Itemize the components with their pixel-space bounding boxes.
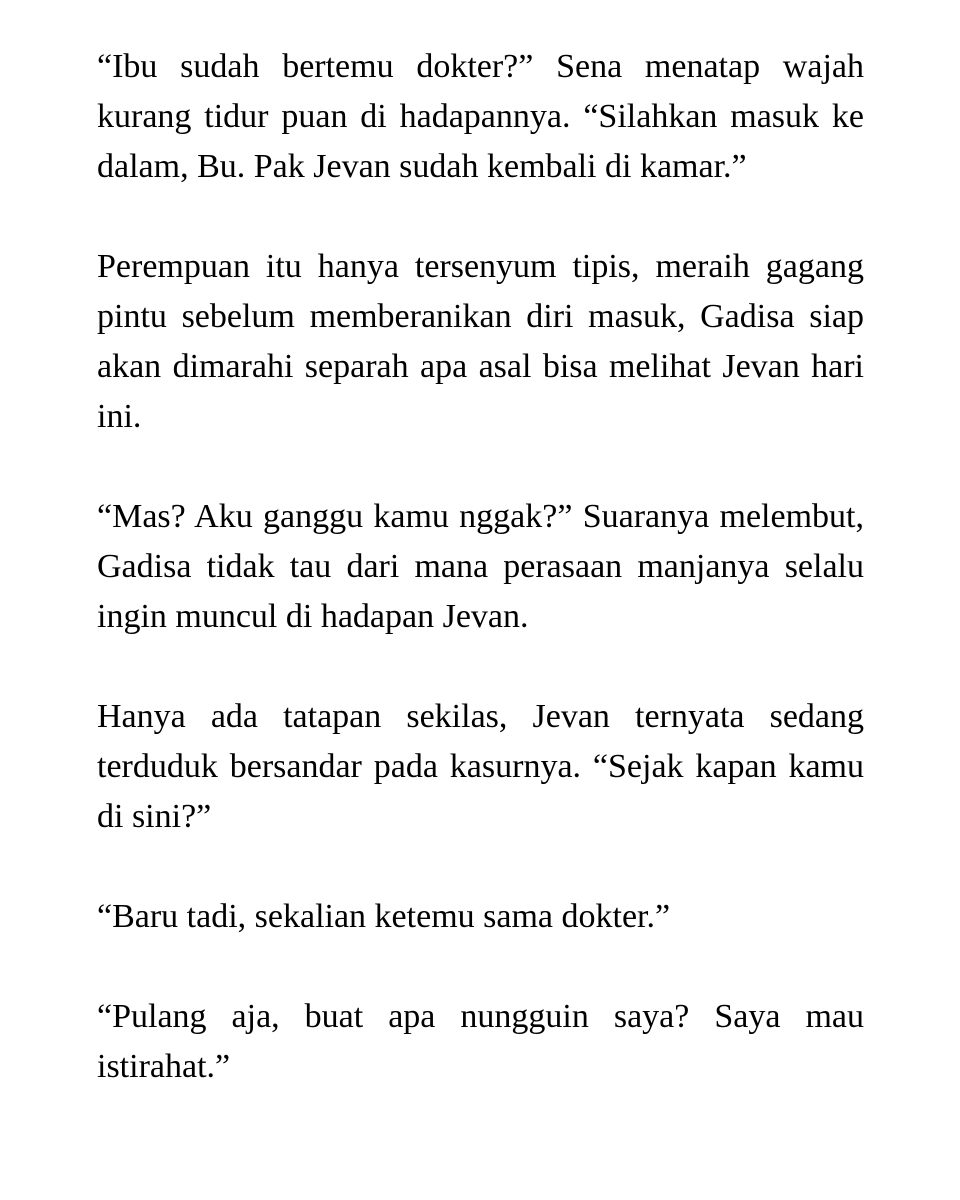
paragraph-3: “Mas? Aku ganggu kamu nggak?” Suaranya melembut, Gadisa tidak tau dari mana perasaan manjanya selalu ingin muncul di hadapan Jevan. [97,498,864,635]
paragraph-2: Perempuan itu hanya tersenyum tipis, meraih gagang pintu sebelum memberanikan diri masuk, Gadisa siap akan dimarahi separah apa asal bisa melihat Jevan hari ini. [97,248,864,435]
paragraph-5: “Baru tadi, sekalian ketemu sama dokter.” [97,898,671,935]
paragraph-6: “Pulang aja, buat apa nungguin saya? Saya mau istirahat.” [97,998,864,1085]
paragraph-4: Hanya ada tatapan sekilas, Jevan ternyata sedang terduduk bersandar pada kasurnya. “Sejak kapan kamu di sini?” [97,698,864,835]
paragraph-1: “Ibu sudah bertemu dokter?” Sena menatap wajah kurang tidur puan di hadapannya. “Silahkan masuk ke dalam, Bu. Pak Jevan sudah kembali di kamar.” [97,48,864,185]
